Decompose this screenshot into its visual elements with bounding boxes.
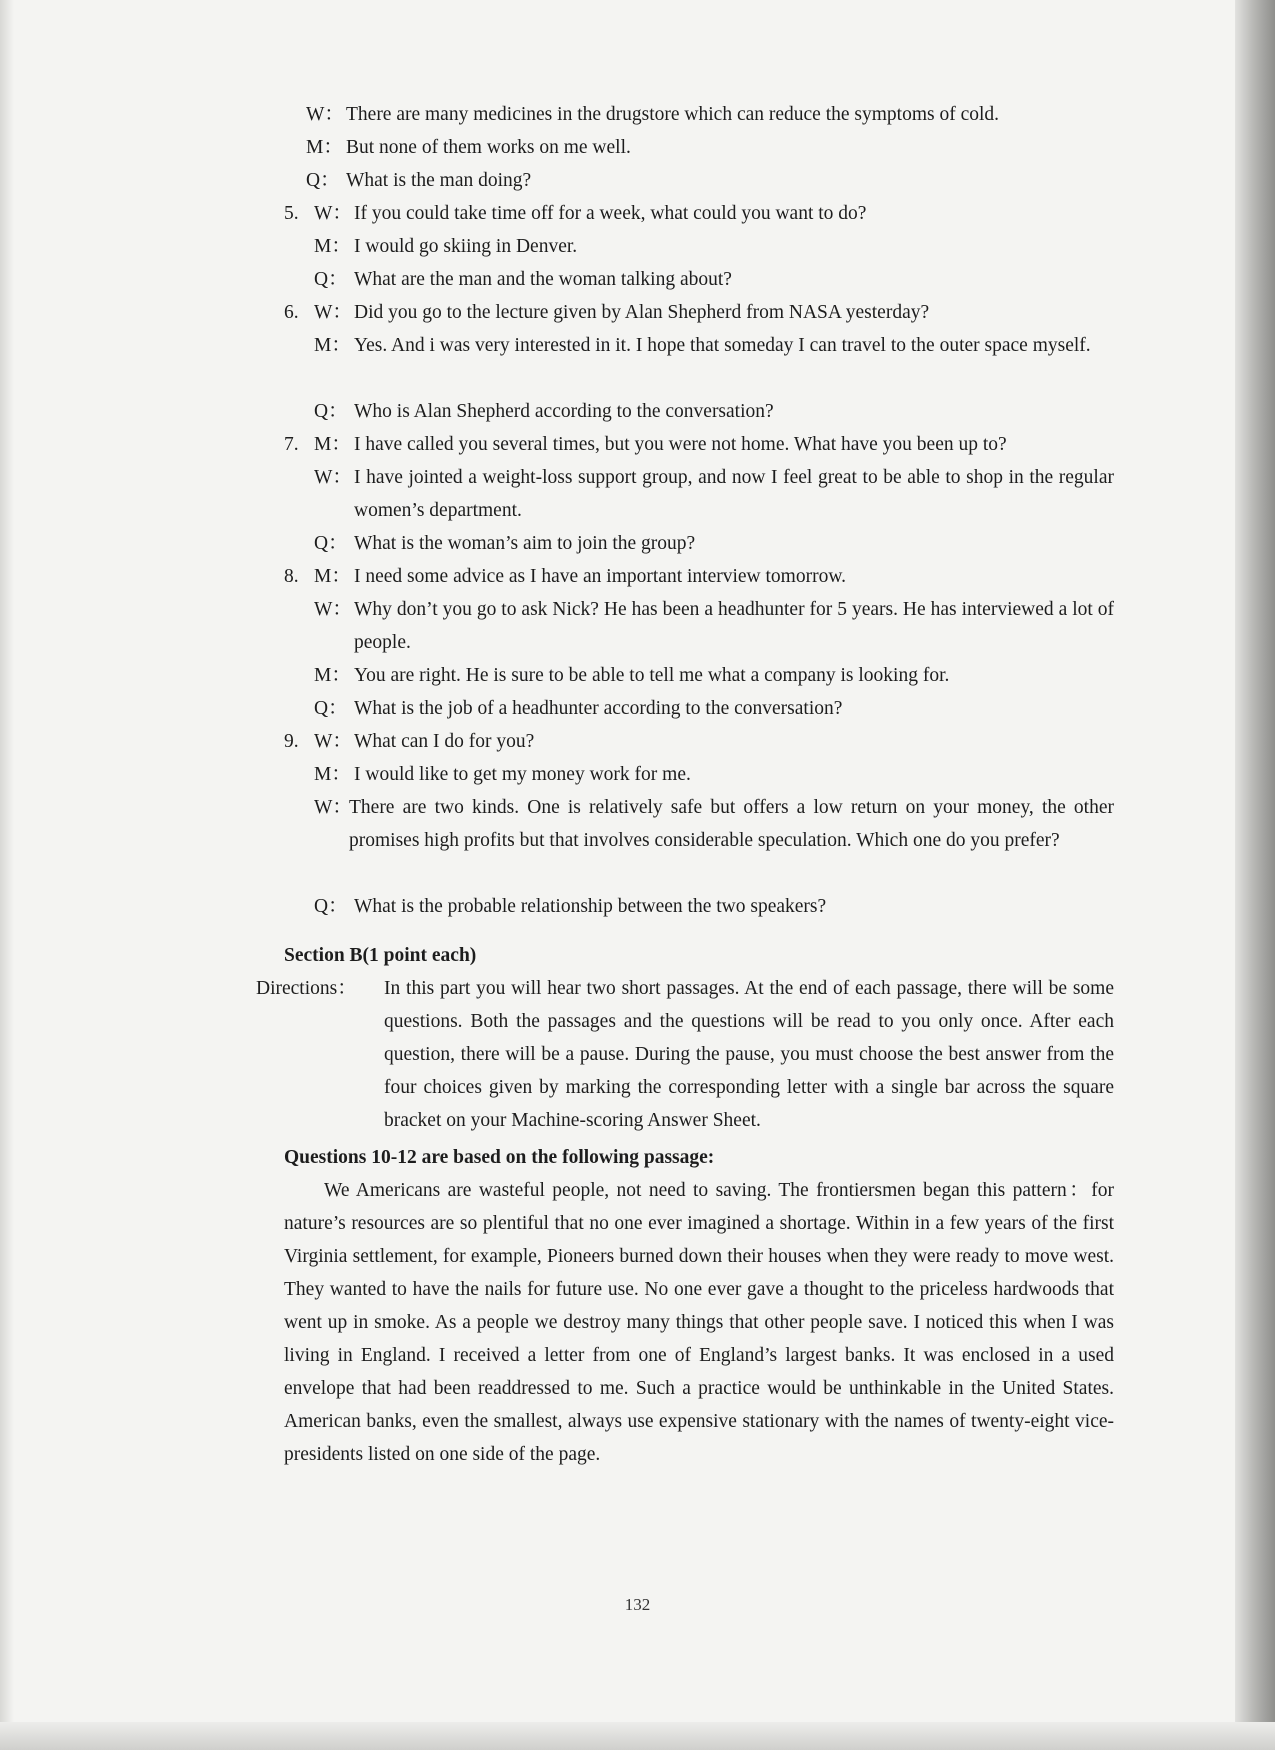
speaker-label: Q： — [314, 698, 348, 719]
speaker-label: Q： — [314, 269, 348, 290]
dialogue-line — [284, 758, 1114, 791]
dialogue-line — [284, 890, 1114, 923]
speaker-label: W： — [314, 599, 352, 620]
dialogue-line — [284, 197, 1114, 230]
directions-text: In this part you will hear two short passages. At the end of each passage, there will be some questions. Both the passages and the questions will be read to you only once. After each question, there will be a pause. During the pause, you must choose the best answer from the four choices given by marking the corresponding letter with a single bar across the square bracket on your Machine-scoring Answer Sheet. — [384, 978, 1114, 1131]
item-number: 9. — [284, 731, 299, 752]
passage-text: We Americans are wasteful people, not need to saving. The frontiersmen began this pattern：for nature’s resources are so plentiful that no one ever imagined a shortage. Within in a few years of the first Virginia settlement, for example, Pioneers burned down their houses when they were ready to move west. They wanted to have the nails for future use. No one ever gave a thought to the priceless hardwoods that went up in smoke. As a people we destroy many things that other people save. I noticed this when I was living in England. I received a letter from one of England’s largest banks. It was enclosed in a used envelope that had been readdressed to me. Such a practice would be unthinkable in the United States. American banks, even the smallest, always use expensive stationary with the names of twenty-eight vice-presidents listed on one side of the page. — [284, 1180, 1114, 1465]
speaker-label: W： — [306, 104, 344, 125]
page-number: 132 — [624, 1595, 651, 1614]
passage-heading: Questions 10-12 are based on the following passage: — [284, 1147, 715, 1168]
dialogue-line — [284, 131, 1114, 164]
dialogue-5 — [284, 197, 1114, 296]
dialogue-line — [284, 692, 1114, 725]
speaker-label: M： — [314, 665, 351, 686]
speaker-label: Q： — [306, 170, 340, 191]
dialogue-line — [284, 428, 1114, 461]
speaker-label: M： — [306, 137, 343, 158]
speaker-label: W： — [314, 203, 352, 224]
dialogue-text: There are two kinds. One is relatively safe but offers a low return on your money, the other promises high profits but that involves considerable speculation. Which one do you prefer? — [349, 797, 1114, 851]
dialogue-line — [284, 329, 1114, 395]
page-content — [256, 98, 1114, 1471]
item-number: 8. — [284, 566, 299, 587]
question-text: Who is Alan Shepherd according to the conversation? — [354, 401, 774, 422]
passage — [284, 1174, 1114, 1471]
dialogue-line — [284, 164, 1114, 197]
question-text: What is the man doing? — [346, 170, 532, 191]
directions — [256, 972, 1114, 1137]
dialogue-line — [284, 230, 1114, 263]
dialogue-text: Yes. And i was very interested in it. I hope that someday I can travel to the outer space myself. — [354, 335, 1091, 356]
dialogue-line — [284, 527, 1114, 560]
dialogue-line — [284, 791, 1114, 890]
speaker-label: M： — [314, 434, 351, 455]
page-edge-bottom — [0, 1722, 1275, 1750]
dialogue-text: There are many medicines in the drugstore which can reduce the symptoms of cold. — [346, 104, 1000, 125]
speaker-label: W： — [314, 731, 352, 752]
dialogue-text: I have called you several times, but you were not home. What have you been up to? — [354, 434, 1007, 455]
dialogue-line — [284, 560, 1114, 593]
dialogue-4-tail — [284, 98, 1114, 197]
dialogue-line — [284, 98, 1114, 131]
dialogue-9 — [284, 725, 1114, 923]
dialogue-text: Why don’t you go to ask Nick? He has been a headhunter for 5 years. He has interviewed a lot of people. — [354, 599, 1114, 653]
speaker-label: Q： — [314, 896, 348, 917]
item-number: 7. — [284, 434, 299, 455]
speaker-label: W： — [314, 797, 352, 818]
dialogue-text: I need some advice as I have an important interview tomorrow. — [354, 566, 847, 587]
item-number: 5. — [284, 203, 299, 224]
speaker-label: Q： — [314, 533, 348, 554]
question-text: What is the job of a headhunter according to the conversation? — [354, 698, 843, 719]
dialogue-8 — [284, 560, 1114, 725]
dialogue-text: Did you go to the lecture given by Alan Shepherd from NASA yesterday? — [354, 302, 930, 323]
speaker-label: M： — [314, 335, 351, 356]
dialogue-line — [284, 461, 1114, 527]
speaker-label: W： — [314, 467, 352, 488]
dialogue-line — [284, 296, 1114, 329]
dialogue-line — [284, 725, 1114, 758]
section-title: Section B(1 point each) — [284, 945, 477, 966]
speaker-label: M： — [314, 566, 351, 587]
page-edge-right — [1235, 0, 1275, 1750]
dialogue-line — [284, 593, 1114, 659]
dialogue-text: I would like to get my money work for me. — [354, 764, 691, 785]
page-shadow — [0, 0, 14, 1750]
dialogue-text: But none of them works on me well. — [346, 137, 631, 158]
dialogue-text: If you could take time off for a week, what could you want to do? — [354, 203, 867, 224]
question-text: What is the woman’s aim to join the group? — [354, 533, 696, 554]
dialogue-line — [284, 395, 1114, 428]
dialogue-text: I would go skiing in Denver. — [354, 236, 578, 257]
dialogue-6 — [284, 296, 1114, 428]
directions-label: Directions： — [256, 978, 357, 999]
item-number: 6. — [284, 302, 299, 323]
speaker-label: Q： — [314, 401, 348, 422]
speaker-label: W： — [314, 302, 352, 323]
dialogue-line — [284, 659, 1114, 692]
question-text: What are the man and the woman talking about? — [354, 269, 732, 290]
dialogue-7 — [284, 428, 1114, 560]
dialogue-text: You are right. He is sure to be able to tell me what a company is looking for. — [354, 665, 950, 686]
dialogue-line — [284, 263, 1114, 296]
question-text: What is the probable relationship between the two speakers? — [354, 896, 827, 917]
dialogue-text: What can I do for you? — [354, 731, 535, 752]
speaker-label: M： — [314, 236, 351, 257]
dialogue-text: I have jointed a weight-loss support group, and now I feel great to be able to shop in the regular women’s department. — [354, 467, 1114, 521]
speaker-label: M： — [314, 764, 351, 785]
